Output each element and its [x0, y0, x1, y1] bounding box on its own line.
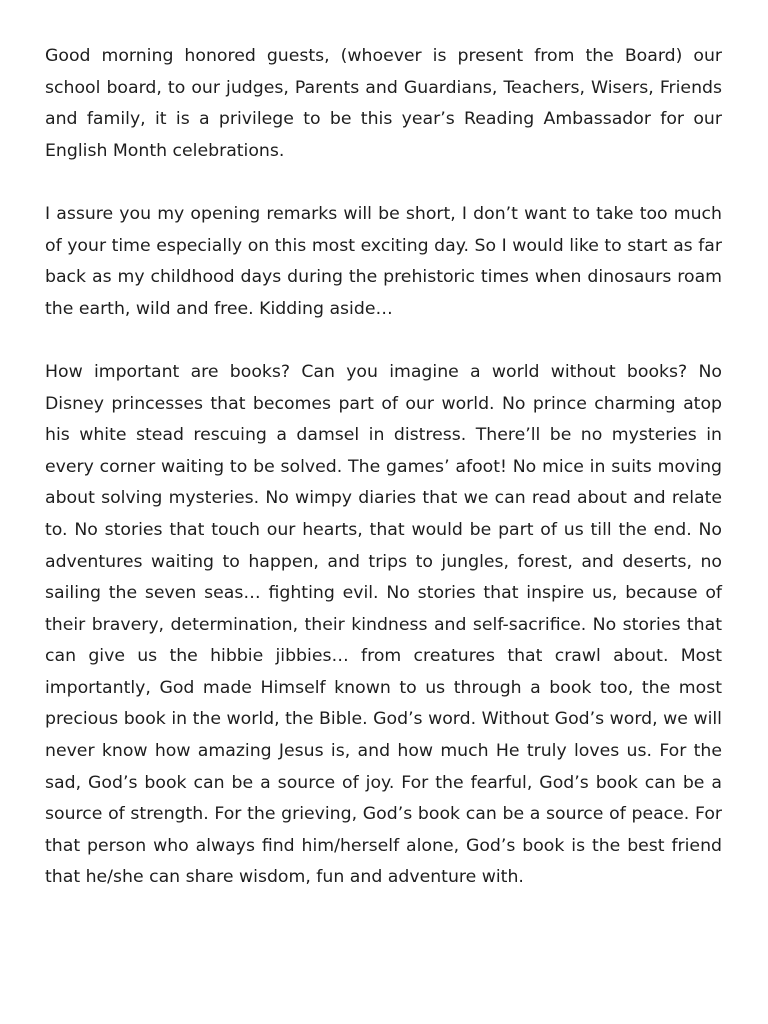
paragraph-importance-of-books: How important are books? Can you imagine a world without books? No Disney princesses that becomes part of our world. No prince charming atop his white stead rescuing a damsel in distress. There’ll be no mysteries in every corner waiting to be solved. The games’ afoot! No mice in suits moving about solving mysteries. No wimpy diaries that we can read about and relate to. No stories that touch our hearts, that would be part of us till the end. No adventures waiting to happen, and trips to jungles, forest, and deserts, no sailing the seven seas… fighting evil. No stories that inspire us, because of their bravery, determination, their kindness and self-sacrifice. No stories that can give us the hibbie jibbies… from creatures that crawl about. Most importantly, God made Himself known to us through a book too, the most precious book in the world, the Bible. God’s word. Without God’s word, we will never know how amazing Jesus is, and how much He truly loves us. For the sad, God’s book can be a source of joy. For the fearful, God’s book can be a source of strength. For the grieving, God’s book can be a source of peace. For that person who always find him/herself alone, God’s book is the best friend that he/she can share wisdom, fun and adventure with. [45, 361, 722, 888]
paragraph-opening-remarks: I assure you my opening remarks will be short, I don’t want to take too much of your time especially on this most exciting day. So I would like to start as far back as my childhood days during the prehistoric times when dinosaurs roam the earth, wild and free. Kidding aside… [45, 203, 722, 319]
document-page [45, 41, 722, 926]
paragraph-greeting: Good morning honored guests, (whoever is present from the Board) our school board, to our judges, Parents and Guardians, Teachers, Wisers, Friends and family, it is a privilege to be this year’s Reading Ambassador for our English Month celebrations. [45, 46, 722, 161]
